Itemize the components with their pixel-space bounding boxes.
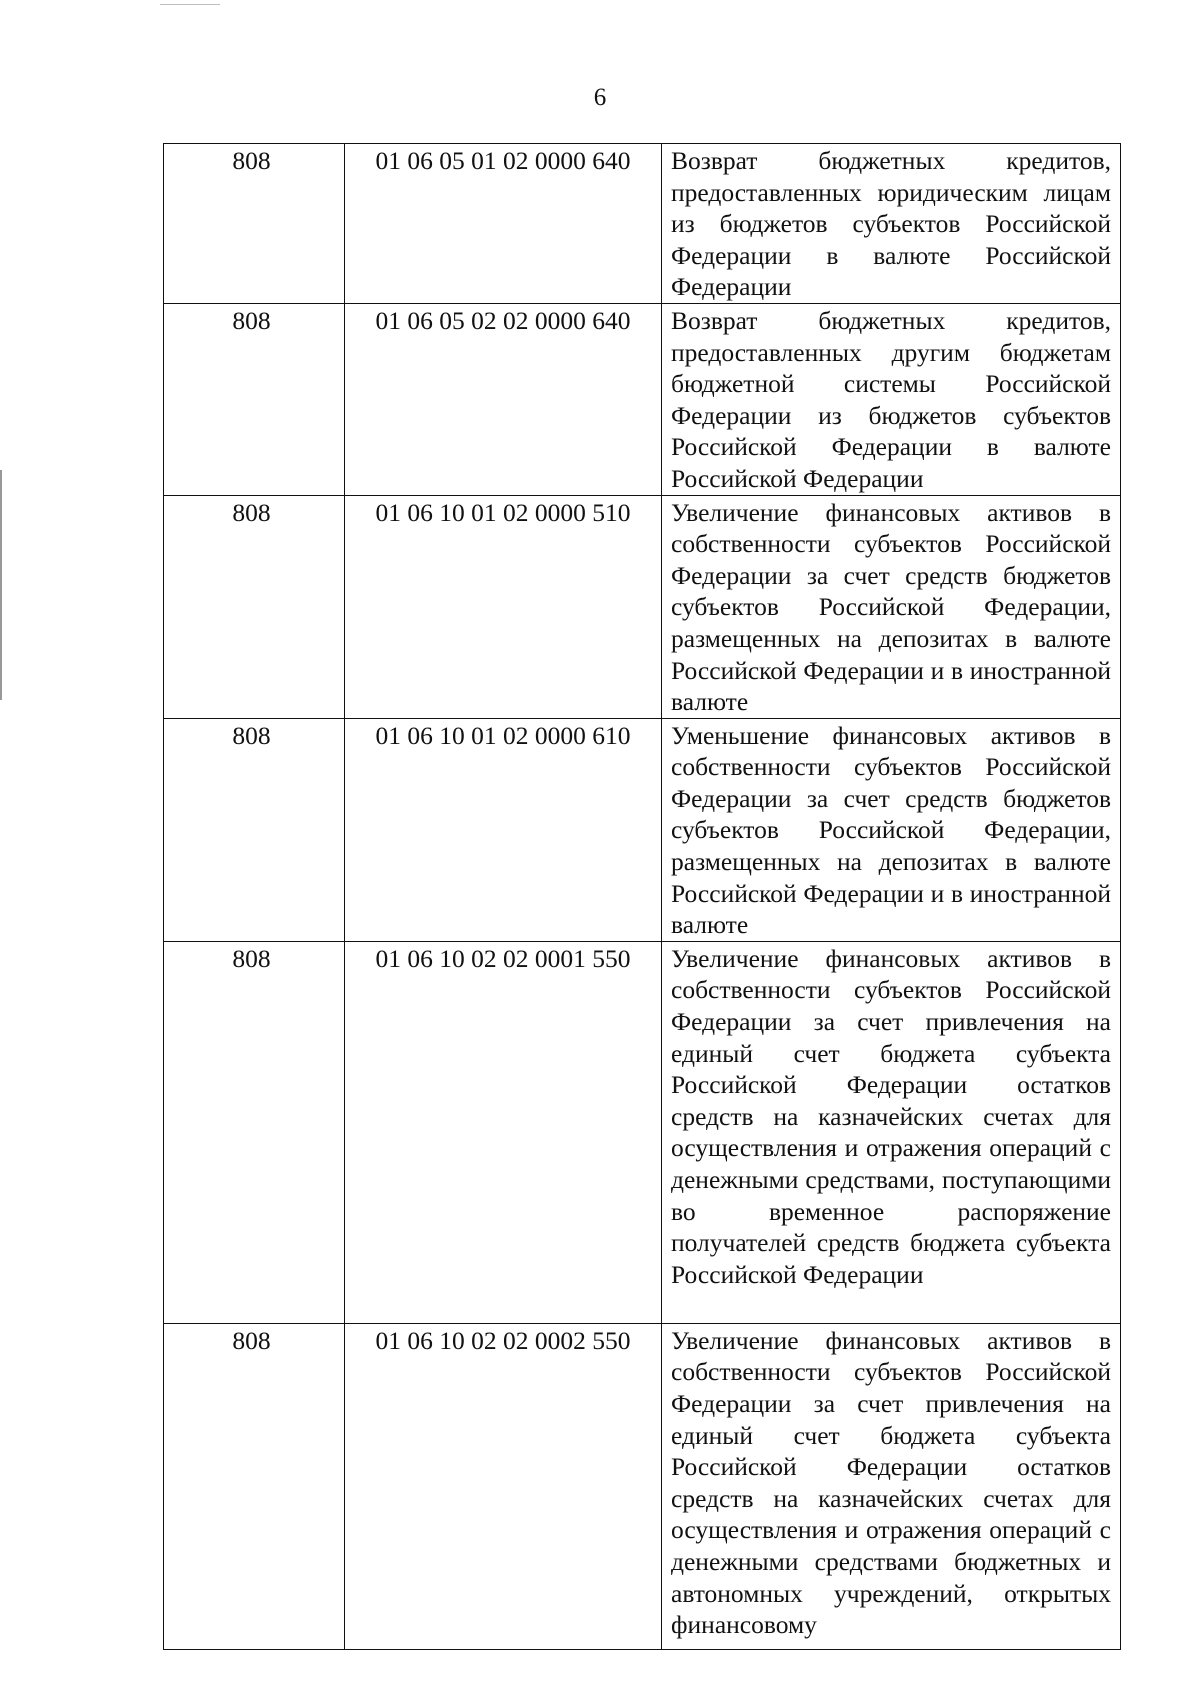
admin-code-cell: 808 [164, 718, 345, 941]
scan-edge-mark [160, 4, 220, 5]
budget-code-cell: 01 06 05 01 02 0000 640 [345, 144, 662, 304]
table-row [164, 941, 1121, 1323]
table-row [164, 303, 1121, 495]
description-cell: Возврат бюджетных кредитов, предоставленных другим бюджетам бюджетной системы Российской Федерации из бюджетов субъектов Российской Федерации в валюте Российской Федерации [662, 303, 1121, 495]
admin-code-cell: 808 [164, 941, 345, 1323]
admin-code-cell: 808 [164, 144, 345, 304]
scan-edge-mark [0, 470, 2, 700]
admin-code-cell: 808 [164, 1323, 345, 1649]
budget-code-cell: 01 06 05 02 02 0000 640 [345, 303, 662, 495]
budget-codes-table [163, 143, 1121, 1650]
table-row [164, 144, 1121, 304]
table-row [164, 718, 1121, 941]
table-row [164, 495, 1121, 718]
description-cell: Уменьшение финансовых активов в собственности субъектов Российской Федерации за счет средств бюджетов субъектов Российской Федерации, размещенных на депозитах в валюте Российской Федерации и в иностранной валюте [662, 718, 1121, 941]
description-cell: Увеличение финансовых активов в собственности субъектов Российской Федерации за счет средств бюджетов субъектов Российской Федерации, размещенных на депозитах в валюте Российской Федерации и в иностранной валюте [662, 495, 1121, 718]
budget-code-cell: 01 06 10 01 02 0000 610 [345, 718, 662, 941]
page-number: 6 [593, 84, 607, 111]
description-cell: Увеличение финансовых активов в собственности субъектов Российской Федерации за счет привлечения на единый счет бюджета субъекта Российской Федерации остатков средств на казначейских счетах для осуществления и отражения операций с денежными средствами бюджетных и автономных учреждений, открытых финансовому [662, 1323, 1121, 1649]
admin-code-cell: 808 [164, 303, 345, 495]
table-row [164, 1323, 1121, 1649]
description-cell: Возврат бюджетных кредитов, предоставленных юридическим лицам из бюджетов субъектов Российской Федерации в валюте Российской Федерации [662, 144, 1121, 304]
admin-code-cell: 808 [164, 495, 345, 718]
budget-code-cell: 01 06 10 02 02 0002 550 [345, 1323, 662, 1649]
budget-code-cell: 01 06 10 02 02 0001 550 [345, 941, 662, 1323]
budget-code-cell: 01 06 10 01 02 0000 510 [345, 495, 662, 718]
description-cell: Увеличение финансовых активов в собственности субъектов Российской Федерации за счет привлечения на единый счет бюджета субъекта Российской Федерации остатков средств на казначейских счетах для осуществления и отражения операций с денежными средствами, поступающими во временное распоряжение получателей средств бюджета субъекта Российской Федерации [662, 941, 1121, 1323]
